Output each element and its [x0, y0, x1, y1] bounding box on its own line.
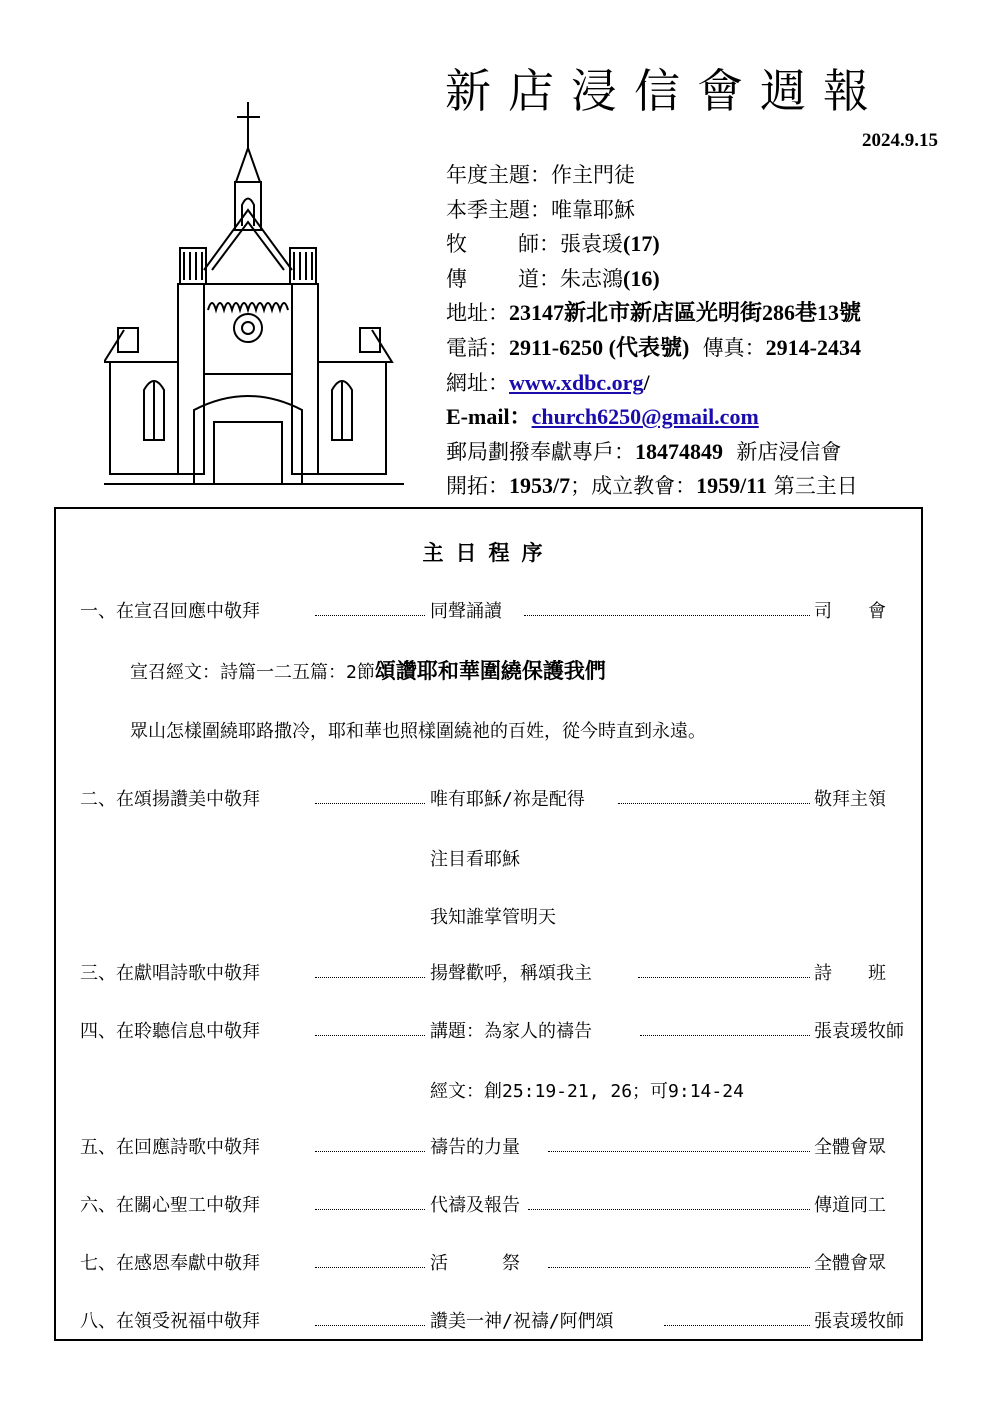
- pastor: 牧 師：張袁瑗(17): [446, 231, 660, 257]
- order-item: 八、在領受祝福中敬拜 讚美一神/祝禱/阿們頌 張袁瑗牧師: [80, 1311, 904, 1332]
- address: 地址：23147新北市新店區光明街286巷13號: [446, 300, 862, 326]
- phone-fax: 電話：2911-6250 (代表號) 傳真：2914-2434: [446, 334, 861, 360]
- extra-song: 注目看耶穌: [430, 849, 520, 870]
- postal-account: 郵局劃撥奉獻專戶：18474849 新店浸信會: [446, 438, 842, 464]
- founding: 開拓：1953/7；成立教會：1959/11 第三主日: [446, 473, 858, 499]
- email-link[interactable]: church6250@gmail.com: [531, 404, 759, 430]
- order-item: 一、在宣召回應中敬拜 同聲誦讀 司 會: [80, 601, 886, 622]
- order-title: 主日程序: [422, 541, 555, 565]
- order-item: 五、在回應詩歌中敬拜 禱告的力量 全體會眾: [80, 1137, 886, 1158]
- season-theme: 本季主題：唯靠耶穌: [446, 197, 635, 222]
- annual-theme: 年度主題：作主門徒: [446, 163, 635, 187]
- bulletin-title: 新店浸信會週報: [445, 64, 886, 118]
- scripture: 經文：創25:19-21, 26；可9:14-24: [430, 1081, 744, 1102]
- order-item: 六、在關心聖工中敬拜 代禱及報告 傳道同工: [80, 1195, 886, 1216]
- extra-song: 我知誰掌管明天: [430, 907, 556, 928]
- order-item: 四、在聆聽信息中敬拜 講題：為家人的禱告 張袁瑗牧師: [80, 1021, 904, 1042]
- call-verse: 宣召經文：詩篇一二五篇：2節頌讚耶和華圍繞保護我們: [130, 659, 606, 683]
- website-link[interactable]: www.xdbc.org: [509, 369, 644, 395]
- church-info: [446, 158, 966, 504]
- bulletin-date: 2024.9.15: [862, 130, 938, 151]
- preacher: 傳 道：朱志鴻(16): [446, 265, 660, 291]
- call-verse-text: 眾山怎樣圍繞耶路撒冷，耶和華也照樣圍繞祂的百姓，從今時直到永遠。: [130, 721, 706, 742]
- order-item: 二、在頌揚讚美中敬拜 唯有耶穌/祢是配得 敬拜主領: [80, 789, 886, 810]
- sunday-order-box: [54, 507, 923, 1341]
- church-building-illustration: [104, 100, 404, 488]
- order-item: 三、在獻唱詩歌中敬拜 揚聲歡呼，稱頌我主 詩 班: [80, 963, 886, 984]
- email: E-mail：church6250@gmail.com: [446, 404, 759, 430]
- order-item: 七、在感恩奉獻中敬拜 活 祭 全體會眾: [80, 1253, 886, 1274]
- website: 網址：www.xdbc.org/: [446, 369, 650, 395]
